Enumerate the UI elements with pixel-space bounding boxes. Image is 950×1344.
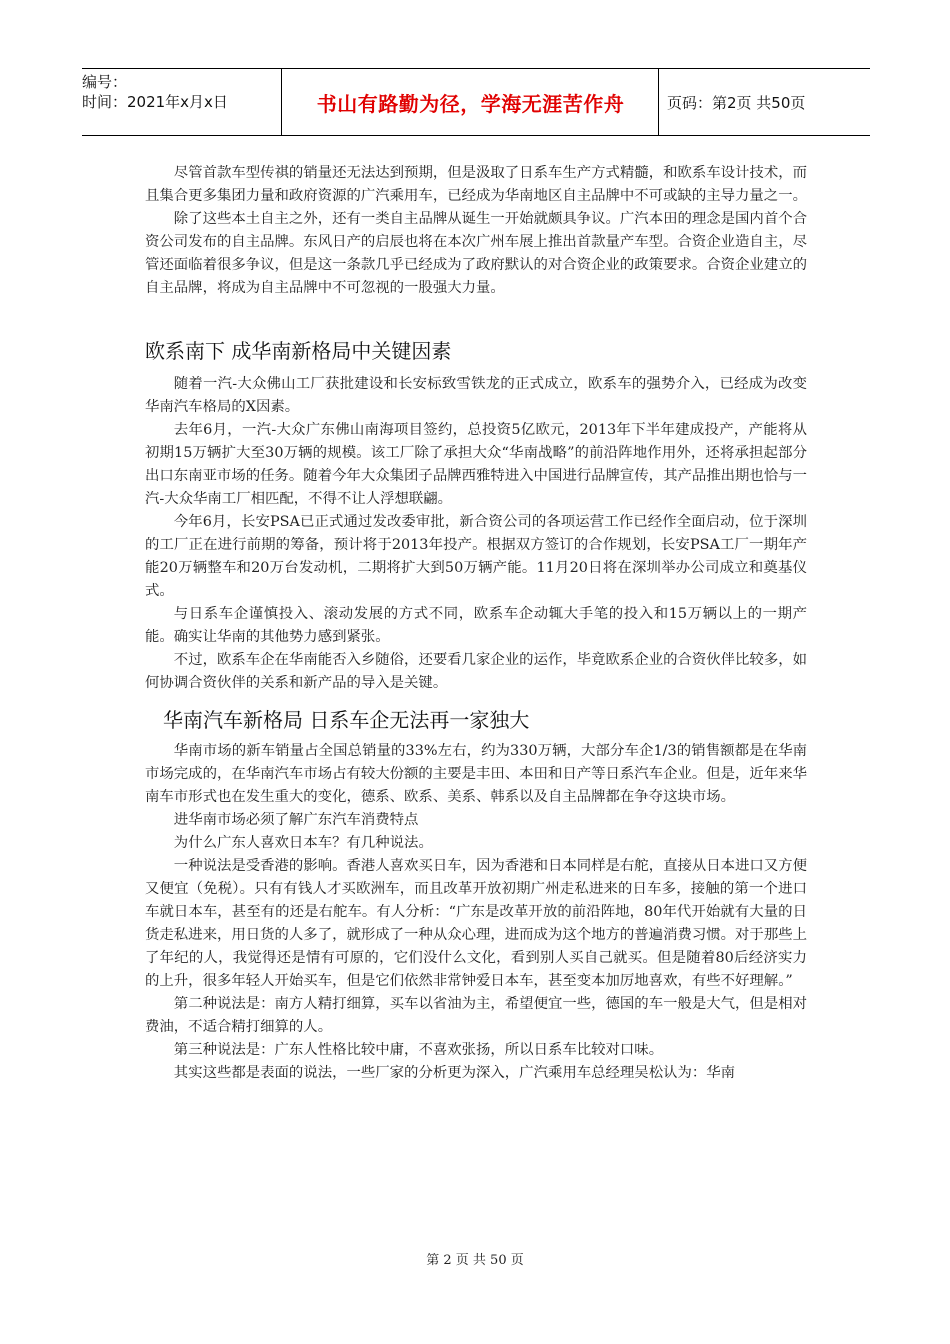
time-label: 时间：2021年x月x日 <box>82 93 228 111</box>
paragraph: 第二种说法是：南方人精打细算，买车以省油为主，希望便宜一些，德国的车一般是大气，但是相对费油，不适合精打细算的人。 <box>145 996 807 1035</box>
paragraph: 一种说法是受香港的影响。香港人喜欢买日车，因为香港和日本同样是右舵，直接从日本进口又方便又便宜（免税）。只有有钱人才买欧洲车，而且改革开放初期广州走私进来的日车多，接触的第一个进口车就日本车，甚至有的还是右舵车。有人分析：“广东是改革开放的前沿阵地，80年代开始就有大量的日货走私进来，用日货的人多了，就形成了一种从众心理，进而成为这个地方的普遍消费习惯。对于那些上了年纪的人，我觉得还是情有可原的，它们没什么文化，看到别人买自己就买。但是随着80后经济实力的上升，很多年轻人开始买车，但是它们依然非常钟爱日本车，甚至变本加厉地喜欢，有些不好理解。” <box>145 858 807 989</box>
header-motto: 书山有路勤为径，学海无涯苦作舟 <box>283 69 659 135</box>
section-heading: 华南汽车新格局 日系车企无法再一家独大 <box>163 708 530 732</box>
page-footer: 第 2 页 共 50 页 <box>426 1253 524 1268</box>
paragraph: 第三种说法是：广东人性格比较中庸，不喜欢张扬，所以日系车比较对口味。 <box>173 1042 664 1058</box>
paragraph: 尽管首款车型传祺的销量还无法达到预期，但是汲取了日系车生产方式精髓，和欧系车设计技术，而且集合更多集团力量和政府资源的广汽乘用车，已经成为华南地区自主品牌中不可或缺的主导力量之一。 <box>145 165 807 204</box>
paragraph: 随着一汽-大众佛山工厂获批建设和长安标致雪铁龙的正式成立，欧系车的强势介入，已经成为改变华南汽车格局的X因素。 <box>145 376 807 415</box>
paragraph: 今年6月，长安PSA已正式通过发改委审批，新合资公司的各项运营工作已经作全面启动，位于深圳的工厂正在进行前期的筹备，预计将于2013年投产。根据双方签订的合作规划，长安PSA工厂一期年产能20万辆整车和20万台发动机，二期将扩大到50万辆产能。11月20日将在深圳举办公司成立和奠基仪式。 <box>145 514 807 599</box>
header-meta <box>82 69 282 135</box>
paragraph: 为什么广东人喜欢日本车？有几种说法。 <box>173 835 433 851</box>
section-heading: 欧系南下 成华南新格局中关键因素 <box>145 339 452 363</box>
paragraph: 去年6月，一汽-大众广东佛山南海项目签约，总投资5亿欧元，2013年下半年建成投产，产能将从初期15万辆扩大至30万辆的规模。该工厂除了承担大众“华南战略”的前沿阵地作用外，还将承担起部分出口东南亚市场的任务。随着今年大众集团子品牌西雅特进入中国进行品牌宣传，其产品推出期也恰与一汽-大众华南工厂相匹配，不得不让人浮想联翩。 <box>145 422 807 507</box>
paragraph: 除了这些本土自主之外，还有一类自主品牌从诞生一开始就颇具争议。广汽本田的理念是国内首个合资公司发布的自主品牌。东风日产的启辰也将在本次广州车展上推出首款量产车型。合资企业造自主，尽管还面临着很多争议，但是这一条款几乎已经成为了政府默认的对合资企业的政策要求。合资企业建立的自主品牌，将成为自主品牌中不可忽视的一股强大力量。 <box>145 211 807 296</box>
number-label: 编号： <box>82 73 128 91</box>
paragraph: 与日系车企谨慎投入、滚动发展的方式不同，欧系车企动辄大手笔的投入和15万辆以上的一期产能。确实让华南的其他势力感到紧张。 <box>145 606 807 645</box>
paragraph: 不过，欧系车企在华南能否入乡随俗，还要看几家企业的运作，毕竟欧系企业的合资伙伴比较多，如何协调合资伙伴的关系和新产品的导入是关键。 <box>145 652 807 691</box>
paragraph: 其实这些都是表面的说法，一些厂家的分析更为深入，广汽乘用车总经理吴松认为：华南 <box>173 1065 736 1081</box>
paragraph: 华南市场的新车销量占全国总销量的33%左右，约为330万辆，大部分车企1/3的销售额都是在华南市场完成的，在华南汽车市场占有较大份额的主要是丰田、本田和日产等日系汽车企业。但是，近年来华南车市形式也在发生重大的变化，德系、欧系、美系、韩系以及自主品牌都在争夺这块市场。 <box>145 743 807 805</box>
document-body <box>145 162 807 1085</box>
page-header <box>82 68 870 136</box>
header-page-info: 页码：第2页 共50页 <box>667 93 806 112</box>
paragraph: 进华南市场必须了解广东汽车消费特点 <box>173 812 419 828</box>
